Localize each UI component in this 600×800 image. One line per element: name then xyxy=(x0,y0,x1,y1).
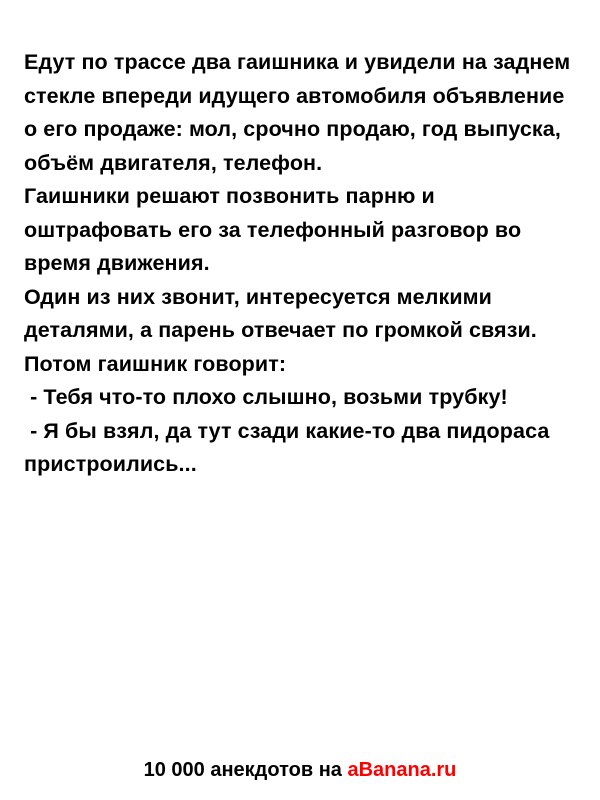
footer xyxy=(0,759,600,782)
joke-text-block xyxy=(24,46,576,482)
site-brand-link[interactable]: aBanana.ru xyxy=(347,759,457,781)
joke-paragraph-2: Гаишники решают позвонить парню и оштрафовать его за телефонный разговор во время движения. xyxy=(24,184,528,275)
joke-paragraph-3: Один из них звонит, интересуется мелкими деталями, а парень отвечает по громкой связи. Потом гаишник говорит: xyxy=(24,284,543,376)
footer-label: 10 000 анекдотов на xyxy=(143,759,348,781)
joke-paragraph-4: - Тебя что-то плохо слышно, возьми трубку! xyxy=(24,385,508,409)
joke-paragraph-5: - Я бы взял, да тут сзади какие-то два пидораса пристроились... xyxy=(24,418,556,476)
joke-paragraph-1: Едут по трассе два гаишника и увидели на заднем стекле впереди идущего автомобиля объявление о его продаже: мол, срочно продаю, год выпуска, объём двигателя, телефон. xyxy=(24,50,577,175)
